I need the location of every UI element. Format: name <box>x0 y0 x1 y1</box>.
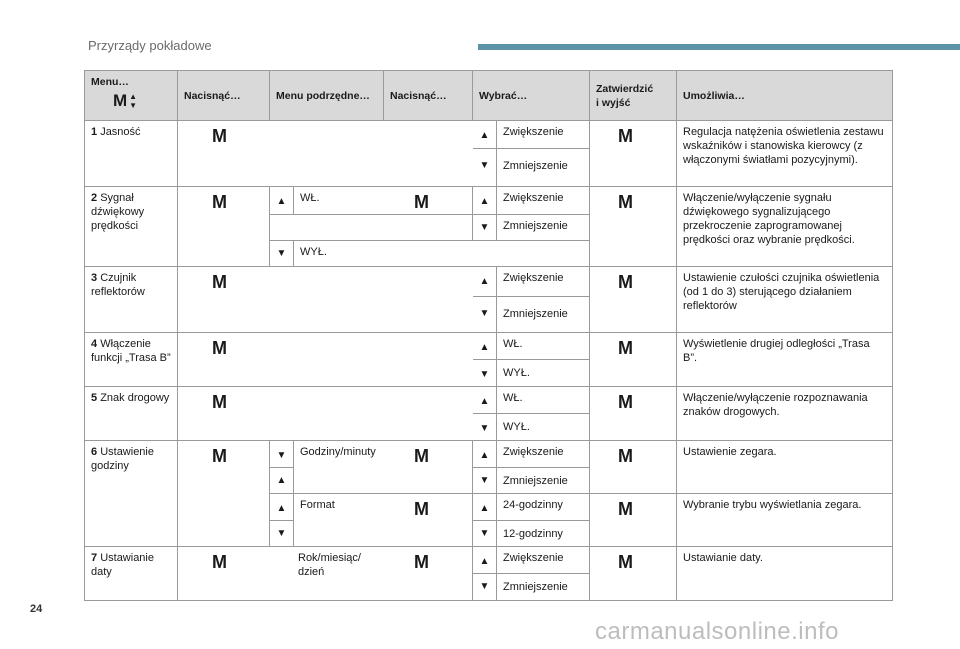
up-arrow-icon: ▲ <box>473 547 497 574</box>
up-arrow-icon: ▲ <box>270 468 294 494</box>
up-arrow-icon: ▲ <box>270 494 294 521</box>
th-menu <box>85 71 178 121</box>
up-arrow-icon: ▲ <box>473 121 497 149</box>
m-icon: M <box>590 267 677 333</box>
down-arrow-icon: ▼ <box>473 215 497 241</box>
page-number: 24 <box>30 603 43 615</box>
row-5-name: 5 Znak drogowy <box>85 387 178 441</box>
row-4-select-1: WŁ. <box>497 333 590 360</box>
up-arrow-icon: ▲ <box>473 333 497 360</box>
down-arrow-icon: ▼ <box>473 574 497 600</box>
down-arrow-icon: ▼ <box>473 360 497 387</box>
row-6-select-4: 12-godzinny <box>497 521 590 547</box>
row-2-select-1: Zwiększenie <box>497 187 590 215</box>
row-1-name: 1 Jasność <box>85 121 178 187</box>
up-arrow-icon: ▲ <box>473 441 497 468</box>
row-5-select-2: WYŁ. <box>497 414 590 441</box>
row-4-select-2: WYŁ. <box>497 360 590 387</box>
th-press-2: Nacisnąć… <box>384 71 473 121</box>
th-submenu: Menu podrzędne… <box>270 71 384 121</box>
up-arrow-icon: ▲ <box>473 267 497 297</box>
watermark: carmanualsonline.info <box>595 618 839 645</box>
row-4-name: 4 Włączenie funkcji „Trasa B” <box>85 333 178 387</box>
down-arrow-icon: ▼ <box>270 521 294 547</box>
m-icon: M <box>590 187 677 267</box>
down-arrow-icon: ▼ <box>473 297 497 333</box>
m-icon: M <box>384 547 473 600</box>
settings-table <box>84 70 893 601</box>
down-arrow-icon: ▼ <box>473 149 497 187</box>
row-3-select-1: Zwiększenie <box>497 267 590 297</box>
up-arrow-icon: ▲ <box>473 387 497 414</box>
row-4-description: Wyświetlenie drugiej odległości „Trasa B”. <box>677 333 892 387</box>
row-5-description: Włączenie/wyłączenie rozpoznawania znaków drogowych. <box>677 387 892 441</box>
section-title: Przyrządy pokładowe <box>88 38 212 53</box>
up-arrow-icon: ▲ <box>473 187 497 215</box>
m-icon: M <box>590 547 677 600</box>
row-2-name: 2 Sygnał dźwiękowy prędkości <box>85 187 178 267</box>
m-icon: M <box>590 333 677 387</box>
row-7-select-2: Zmniejszenie <box>497 574 590 600</box>
row-2-select-2: Zmniejszenie <box>497 215 590 241</box>
row-7-description: Ustawianie daty. <box>683 552 763 564</box>
th-menu-label: Menu… <box>91 76 129 88</box>
up-arrow-icon: ▲ <box>473 494 497 521</box>
m-icon: M <box>384 494 473 547</box>
m-icon: M <box>384 187 473 215</box>
row-7-sub-1: Rok/miesiąc/ dzień <box>298 552 361 578</box>
down-arrow-icon: ▼ <box>270 441 294 468</box>
th-enables: Umożliwia… <box>677 71 892 121</box>
m-icon: M <box>178 267 473 333</box>
down-arrow-icon: ▼ <box>473 521 497 547</box>
m-icon: M <box>590 121 677 187</box>
m-icon: M <box>178 121 473 187</box>
down-arrow-icon: ▼ <box>270 241 294 267</box>
row-7-name: 7 Ustawianie daty <box>85 547 178 600</box>
menu-up-down-icon: M ▲ ▼ <box>113 91 138 110</box>
row-7-select-1: Zwiększenie <box>497 547 590 574</box>
m-icon: M <box>590 387 677 441</box>
m-icon: M <box>178 387 473 441</box>
th-confirm: Zatwierdzić i wyjść <box>590 71 677 121</box>
m-icon: M <box>178 187 270 267</box>
row-5-select-1: WŁ. <box>497 387 590 414</box>
m-icon: M <box>590 441 677 494</box>
row-6-select-1: Zwiększenie <box>497 441 590 468</box>
m-icon: M <box>178 333 473 387</box>
row-1-select-2: Zmniejszenie <box>497 149 590 187</box>
row-2-spacer <box>270 215 473 241</box>
down-arrow-icon: ▼ <box>473 468 497 494</box>
m-icon: M <box>178 441 270 547</box>
up-arrow-icon: ▲ <box>270 187 294 215</box>
th-press: Nacisnąć… <box>178 71 270 121</box>
row-3-select-2: Zmniejszenie <box>497 297 590 333</box>
row-6-sub-1: Godziny/minuty <box>294 441 384 494</box>
header-accent-bar <box>478 44 960 50</box>
row-6-description-1: Ustawienie zegara. <box>677 441 892 494</box>
m-icon: M <box>590 494 677 547</box>
row-6-select-3: 24-godzinny <box>497 494 590 521</box>
row-6-select-2: Zmniejszenie <box>497 468 590 494</box>
th-select: Wybrać… <box>473 71 590 121</box>
row-2-description: Włączenie/wyłączenie sygnału dźwiękowego sygnalizującego przekroczenie zaprogramowanej prędkości oraz wybranie prędkości. <box>677 187 892 267</box>
row-6-description-2: Wybranie trybu wyświetlania zegara. <box>677 494 892 547</box>
row-1-select-1: Zwiększenie <box>497 121 590 149</box>
row-6-sub-2: Format <box>294 494 384 547</box>
m-icon: M <box>212 552 227 572</box>
row-2-sub-1: WŁ. <box>294 187 384 215</box>
row-3-name: 3 Czujnik reflektorów <box>85 267 178 333</box>
m-icon: M <box>384 441 473 494</box>
row-6-name: 6 Ustawienie godziny <box>85 441 178 547</box>
row-1-description: Regulacja natężenia oświetlenia zestawu wskaźników i stanowiska kierowcy (z włączonymi światłami pozycyjnymi). <box>677 121 892 187</box>
row-2-sub-2: WYŁ. <box>294 241 590 267</box>
row-3-description: Ustawienie czułości czujnika oświetlenia (od 1 do 3) sterującego działaniem reflektorów <box>677 267 892 333</box>
down-arrow-icon: ▼ <box>473 414 497 441</box>
